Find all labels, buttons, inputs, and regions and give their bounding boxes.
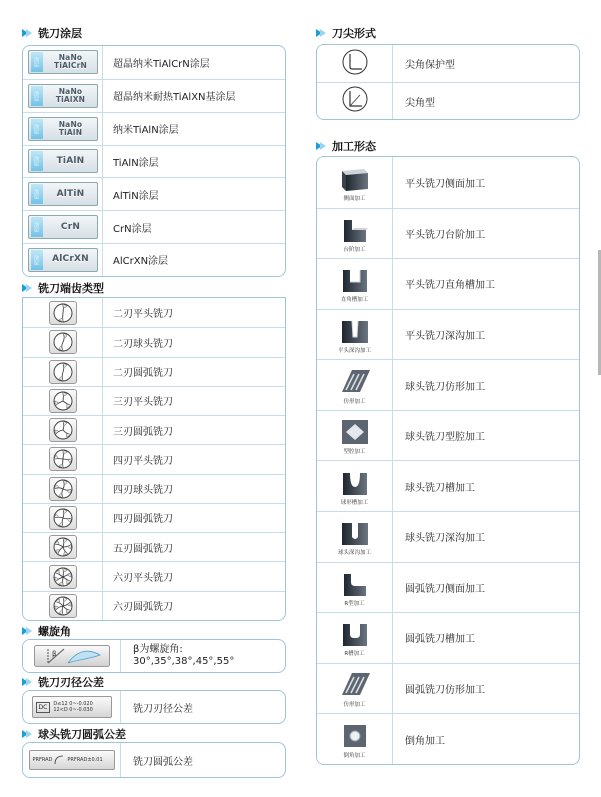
machining-shape-icon [333,214,377,253]
helix-table [22,639,286,673]
machining-row [317,612,579,663]
ballradius-tolerance-badge [29,750,115,770]
ballradius-tol: PRFRAD±0.01 [67,757,103,763]
machining-label: 球头铣刀深沟加工 [405,533,485,545]
radius-arc-icon [54,755,64,765]
coating-badge-icon [28,117,98,141]
machining-icon-cell [317,512,393,562]
machining-icon-cell [317,360,393,410]
endteeth-label: 六刃圆弧铣刀 [113,602,173,614]
machining-caption: R槽加工 [344,651,365,658]
machining-icon-cell [317,714,393,764]
ballradius-title-text: 球头铣刀圆弧公差 [38,728,126,741]
coating-row [23,210,285,243]
coating-badge-tag: 涂层 [31,184,43,204]
endteeth-row [23,357,285,386]
machining-shape-icon [333,517,377,556]
coating-badge-line1: NaNo [58,119,83,129]
two-flute-radius-icon [49,360,77,384]
tip-label: 尖角保护型 [405,60,455,71]
coating-badge-tag: 涂层 [31,86,43,106]
machining-label: 球头铣刀型腔加工 [405,432,485,444]
diameter-label: 铣刀刃径公差 [133,703,193,715]
endteeth-label: 三刃圆弧铣刀 [113,426,173,438]
machining-label: 平头铣刀台阶加工 [405,229,485,241]
machining-caption: 侧面加工 [343,195,366,202]
coating-badge-line1: NaNo [58,53,83,63]
machining-caption: 台阶加工 [343,246,366,253]
endteeth-label: 二刃圆弧铣刀 [113,368,173,380]
machining-caption: 倒角加工 [343,752,366,759]
helix-angle-icon [34,645,110,667]
section-arrow-icon [22,28,33,39]
dc-symbol-icon: DC [36,702,51,713]
coating-badge-line1: NaNo [58,86,83,96]
machining-label: 倒角加工 [405,735,445,747]
machining-row [317,208,579,259]
machining-row [317,663,579,714]
endteeth-row [23,474,285,503]
endteeth-row [23,503,285,532]
machining-caption: R型加工 [344,600,365,607]
diameter-title-text: 铣刀刃径公差 [38,676,104,689]
machining-icon-cell [317,157,393,208]
four-flute-flat-icon [49,447,77,471]
endteeth-label: 二刃平头铣刀 [113,309,173,321]
coating-badge-cell [23,178,103,210]
tip-icon-cell [317,83,393,119]
coating-badge-icon [28,182,98,206]
machining-label: 平头铣刀直角槽加工 [405,280,495,292]
machining-section-title [316,139,376,153]
coating-badge-cell [23,244,103,276]
machining-caption: 直角槽加工 [340,297,369,304]
two-flute-ball-icon [49,330,77,354]
coating-badge-tag: 涂层 [31,217,43,237]
machining-row [317,157,579,208]
coating-row [23,46,285,79]
coating-section-title [22,26,82,40]
machining-icon-cell [317,209,393,259]
endteeth-row [23,327,285,356]
coating-badge-line1: AlCrXN [52,254,89,265]
machining-table [316,156,580,765]
machining-shape-icon [333,568,377,607]
sharp-corner-icon [341,85,369,117]
machining-shape-icon [333,366,377,405]
section-arrow-icon [22,626,33,637]
endteeth-label: 二刃球头铣刀 [113,338,173,350]
coating-badge-cell [23,211,103,243]
machining-icon-cell [317,563,393,613]
section-arrow-icon [22,729,33,740]
machining-shape-icon [333,416,377,455]
ballradius-table [22,742,286,778]
coating-label: AlCrXN涂层 [113,256,169,268]
endteeth-icon-cell [23,533,103,561]
coating-label: 纳米TiAlN涂层 [113,125,179,137]
machining-shape-icon [333,467,377,506]
coating-badge-line1: AlTiN [56,188,85,199]
prfrad-symbol-icon: PRFRAD [32,757,53,763]
tip-row [317,45,579,82]
coating-label: 超晶纳米TiAlCrN涂层 [113,58,210,70]
ballradius-label: 铣刀圆弧公差 [133,756,193,768]
tip-title-text: 刀尖形式 [332,27,376,40]
coating-badge-icon [28,248,98,272]
machining-label: 球头铣刀槽加工 [405,482,475,494]
tip-section-title [316,26,376,40]
endteeth-table [22,297,286,621]
tip-label: 尖角型 [405,97,435,109]
machining-shape-icon [333,315,377,354]
helix-symbol-cell [23,640,121,672]
machining-icon-cell [317,411,393,461]
coating-label: CrN涂层 [113,223,152,235]
machining-caption: 仿形加工 [343,702,366,709]
machining-icon-cell [317,664,393,714]
diameter-tol-line2: 12<D 0~-0.030 [53,707,93,713]
section-arrow-icon [316,141,327,152]
endteeth-icon-cell [23,298,103,327]
diameter-table [22,690,286,724]
endteeth-icon-cell [23,416,103,444]
ballradius-symbol-cell [23,743,121,777]
endteeth-icon-cell [23,328,103,356]
endteeth-icon-cell [23,358,103,386]
machining-row [317,460,579,511]
five-flute-radius-icon [49,535,77,559]
machining-caption: 球形槽加工 [340,499,369,506]
endteeth-label: 四刃球头铣刀 [113,485,173,497]
endteeth-icon-cell [23,387,103,415]
corner-protect-icon [341,48,369,80]
endteeth-icon-cell [23,592,103,620]
machining-label: 平头铣刀深沟加工 [405,331,485,343]
machining-icon-cell [317,461,393,511]
endteeth-icon-cell [23,445,103,473]
machining-shape-icon [333,618,377,657]
machining-caption: 平头深沟加工 [337,348,371,355]
machining-caption: 球头深沟加工 [337,550,371,557]
coating-badge-cell [23,113,103,145]
helix-title-text: 螺旋角 [38,625,71,638]
coating-title-text: 铣刀涂层 [38,27,82,40]
svg-text:β: β [51,650,56,658]
section-arrow-icon [22,677,33,688]
endteeth-title-text: 铣刀端齿类型 [38,282,104,295]
machining-icon-cell [317,613,393,663]
machining-title-text: 加工形态 [332,140,376,153]
coating-badge-cell [23,146,103,178]
endteeth-row [23,532,285,561]
machining-caption: 仿形加工 [343,398,366,405]
machining-label: 圆弧铣刀侧面加工 [405,583,485,595]
machining-row [317,410,579,461]
coating-row [23,177,285,210]
coating-badge-icon [28,149,98,173]
helix-section-title [22,624,71,638]
tip-icon-cell [317,45,393,82]
endteeth-row [23,415,285,444]
machining-shape-icon [333,720,377,759]
endteeth-row [23,444,285,473]
coating-row [23,145,285,178]
diameter-symbol-cell [23,691,121,723]
diameter-tol-line1: D≤12 0~-0.020 [53,700,93,707]
endteeth-section-title [22,281,104,295]
coating-badge-tag: 涂层 [31,250,43,270]
three-flute-flat-icon [49,389,77,413]
coating-badge-line2: TiAlXN [55,94,86,104]
machining-shape-icon [333,669,377,708]
ballradius-section-title [22,727,126,741]
coating-badge-icon [28,215,98,239]
machining-row [317,511,579,562]
coating-row [23,112,285,145]
coating-badge-cell [23,46,103,79]
machining-row [317,309,579,360]
diameter-tolerance-badge [32,696,112,718]
coating-badge-line2: TiAlCrN [54,61,87,71]
machining-label: 平头铣刀侧面加工 [405,178,485,190]
endteeth-label: 五刃圆弧铣刀 [113,543,173,555]
coating-badge-tag: 涂层 [31,151,43,171]
machining-shape-icon [333,264,377,303]
coating-row [23,243,285,276]
endteeth-label: 四刃平头铣刀 [113,455,173,467]
coating-badge-tag: 涂层 [31,119,43,139]
machining-label: 圆弧铣刀槽加工 [405,634,475,646]
diameter-section-title [22,675,104,689]
coating-label: 超晶纳米耐热TiAlXN基涂层 [113,92,236,104]
machining-caption: 型腔加工 [343,449,366,456]
machining-icon-cell [317,259,393,309]
coating-badge-line1: TiAlN [56,155,85,166]
six-flute-radius-icon [49,594,77,618]
endteeth-row [23,298,285,327]
endteeth-icon-cell [23,475,103,503]
coating-badge-cell [23,80,103,112]
machining-row [317,713,579,764]
four-flute-ball-icon [49,477,77,501]
tip-row [317,82,579,119]
machining-shape-icon [333,163,377,202]
coating-badge-line1: CrN [60,221,81,232]
endteeth-label: 三刃平头铣刀 [113,397,173,409]
coating-badge-tag: 涂层 [31,52,43,72]
machining-row [317,258,579,309]
endteeth-icon-cell [23,504,103,532]
endteeth-row [23,561,285,590]
machining-icon-cell [317,310,393,360]
coating-badge-icon [28,84,98,108]
helix-desc-line2: 30°,35°,38°,45°,55° [133,656,235,667]
two-flute-flat-icon [49,301,77,325]
coating-badge-icon [28,50,98,74]
coating-label: TiAlN涂层 [113,157,159,169]
endteeth-label: 四刃圆弧铣刀 [113,514,173,526]
four-flute-radius-icon [49,506,77,530]
machining-row [317,562,579,613]
coating-table [22,45,286,277]
endteeth-icon-cell [23,562,103,590]
coating-row [23,79,285,112]
helix-desc-line1: β为螺旋角: [133,644,183,655]
endteeth-label: 六刃平头铣刀 [113,573,173,585]
coating-badge-line2: TiAlN [58,127,83,137]
section-arrow-icon [316,28,327,39]
coating-label: AlTiN涂层 [113,190,159,202]
machining-label: 圆弧铣刀仿形加工 [405,685,485,697]
section-arrow-icon [22,283,33,294]
machining-label: 球头铣刀仿形加工 [405,381,485,393]
endteeth-row [23,386,285,415]
endteeth-row [23,591,285,620]
three-flute-radius-icon [49,418,77,442]
six-flute-flat-icon [49,565,77,589]
machining-row [317,359,579,410]
tip-table [316,44,580,120]
